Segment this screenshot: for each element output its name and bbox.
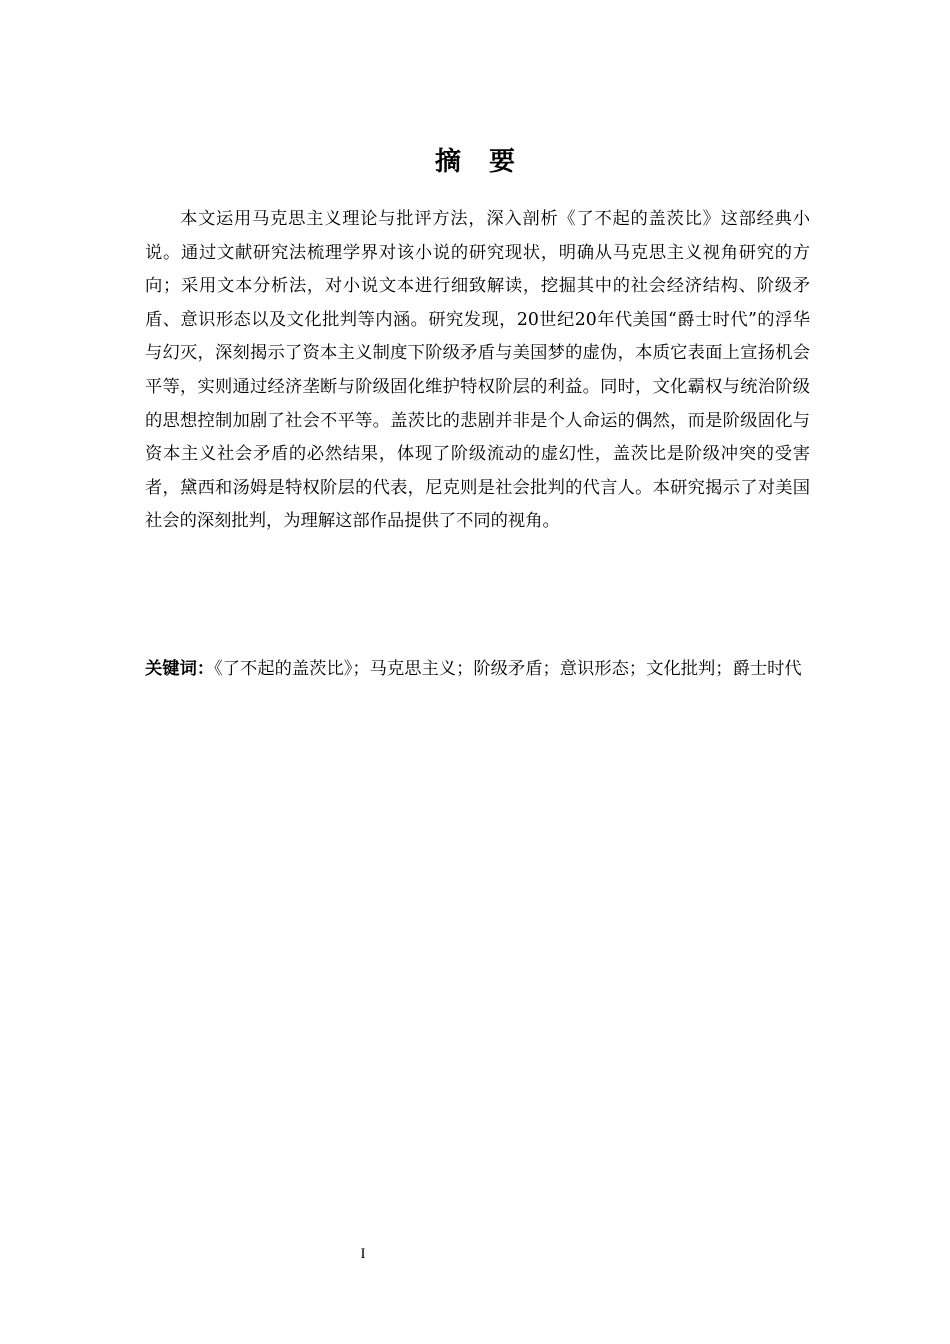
page-number: I bbox=[360, 1246, 366, 1262]
abstract-paragraph: 本文运用马克思主义理论与批评方法，深入剖析《了不起的盖茨比》这部经典小说。通过文献研究法梳理学界对该小说的研究现状，明确从马克思主义视角研究的方向；采用文本分析法，对小说文本进行细致解读，挖掘其中的社会经济结构、阶级矛盾、意识形态以及文化批判等内涵。研究发现，20世纪20年代美国“爵士时代”的浮华与幻灭，深刻揭示了资本主义制度下阶级矛盾与美国梦的虚伪，本质它表面上宣扬机会平等，实则通过经济垄断与阶级固化维护特权阶层的利益。同时，文化霸权与统治阶级的思想控制加剧了社会不平等。盖茨比的悲剧并非是个人命运的偶然，而是阶级固化与资本主义社会矛盾的必然结果，体现了阶级流动的虚幻性，盖茨比是阶级冲突的受害者，黛西和汤姆是特权阶层的代表，尼克则是社会批判的代言人。本研究揭示了对美国社会的深刻批判，为理解这部作品提供了不同的视角。 bbox=[145, 209, 810, 532]
page-title: 摘要 bbox=[434, 147, 543, 177]
keywords-label: 关键词： bbox=[145, 659, 215, 679]
keywords-text: 《了不起的盖茨比》；马克思主义；阶级矛盾；意识形态；文化批判；爵士时代 bbox=[214, 659, 802, 679]
keywords-line bbox=[145, 655, 810, 683]
